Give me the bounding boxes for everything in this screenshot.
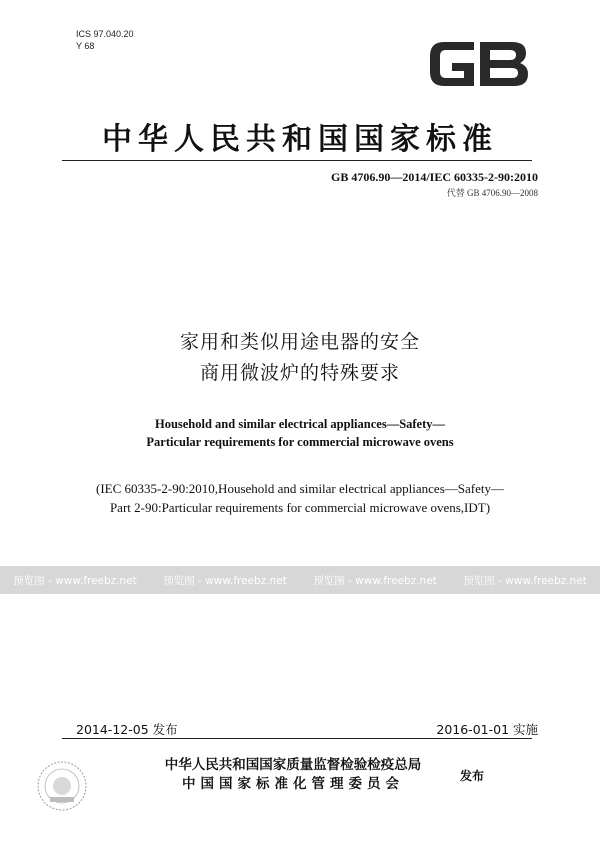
title-english: [0, 415, 600, 451]
top-divider: [62, 160, 532, 161]
title-english-line-2: Particular requirements for commercial microwave ovens: [146, 435, 454, 449]
national-standard-title: 中华人民共和国国家标准: [102, 122, 498, 157]
publish-label: 发布: [460, 769, 485, 783]
adopted-note-line-1: (IEC 60335-2-90:2010,Household and similar electrical appliances—Safety—: [96, 481, 504, 496]
implementation-date: 2016-01-01 实施: [436, 722, 538, 737]
classification-codes: [76, 28, 134, 52]
standard-number: GB 4706.90—2014/IEC 60335-2-90:2010: [331, 170, 538, 184]
replaces-standard: 代替 GB 4706.90—2008: [446, 188, 538, 198]
title-english-line-1: Household and similar electrical appliances—Safety—: [154, 417, 446, 431]
gb-logo: [424, 36, 532, 92]
issuing-authorities: [128, 756, 458, 794]
ics-code: ICS 97.040.20: [76, 29, 134, 39]
watermark-text: 预览图 - www.freebz.net: [13, 574, 137, 587]
issue-date: 2014-12-05 发布: [76, 722, 178, 737]
adopted-standard-note: [0, 479, 600, 517]
watermark-text: 预览图 - www.freebz.net: [463, 574, 587, 587]
adopted-note-line-2: Part 2-90:Particular requirements for commercial microwave ovens,IDT): [109, 500, 491, 515]
anti-counterfeit-seal-icon: [36, 760, 88, 812]
title-chinese-line-2: 商用微波炉的特殊要求: [199, 362, 400, 384]
bottom-divider: [62, 738, 532, 739]
watermark-text: 预览图 - www.freebz.net: [163, 574, 287, 587]
preview-watermark-band: [0, 566, 600, 594]
title-chinese-line-1: 家用和类似用途电器的安全: [179, 331, 420, 353]
watermark-text: 预览图 - www.freebz.net: [313, 574, 437, 587]
issuer-line-1: 中华人民共和国国家质量监督检验检疫总局: [164, 757, 422, 773]
ccs-code: Y 68: [76, 41, 95, 51]
title-chinese: [0, 327, 600, 389]
issuer-line-2: 中国国家标准化管理委员会: [182, 776, 404, 792]
